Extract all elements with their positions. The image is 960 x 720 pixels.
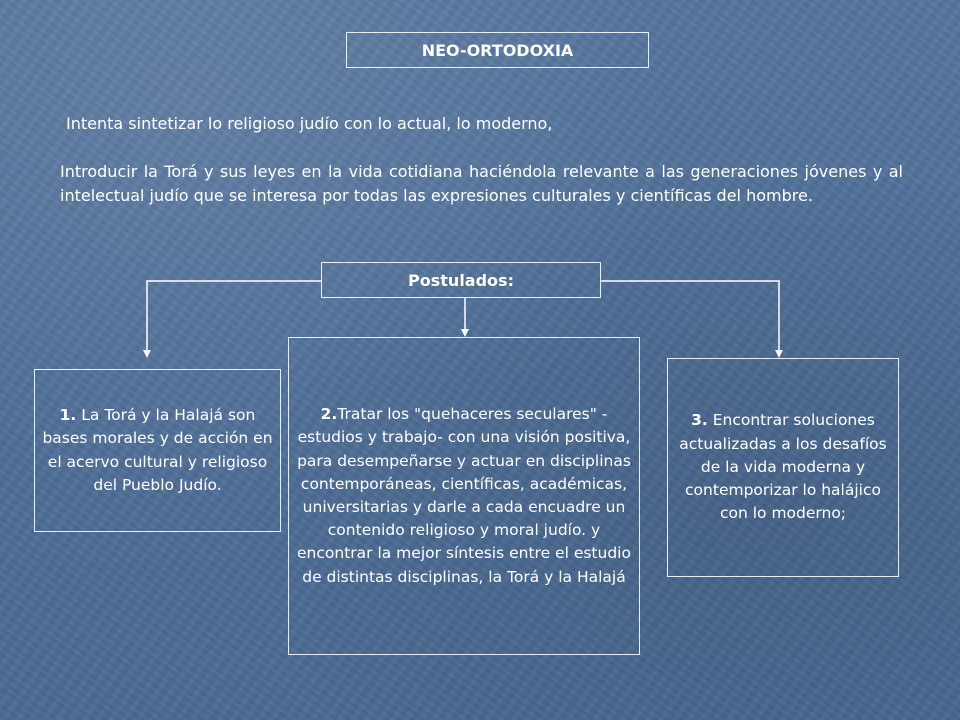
postulado-card-1-content	[41, 404, 274, 497]
postulado-number-2: 2.	[320, 405, 338, 424]
postulado-number-1: 1.	[59, 406, 77, 425]
postulado-text-1: La Torá y la Halajá son bases morales y de acción en el acervo cultural y religioso del Pueblo Judío.	[42, 406, 273, 494]
postulado-text-2: Tratar los "quehaceres seculares" -estudios y trabajo- con una visión positiva, para desempeñarse y actuar en disciplinas contemporáneas, científicas, académicas, universitarias y darle a cada encuadre un contenido religioso y moral judío. y encontrar la mejor síntesis entre el estudio de distintas disciplinas, la Torá y la Halajá	[297, 405, 631, 586]
intro-line-1: Intenta sintetizar lo religioso judío con lo actual, lo moderno,	[66, 114, 553, 133]
postulados-label: Postulados:	[408, 271, 514, 290]
postulado-card-3-content	[674, 409, 892, 525]
postulado-card-2-content	[295, 403, 633, 589]
postulados-box	[321, 262, 601, 298]
title-box	[346, 32, 649, 68]
intro-paragraph-2: Introducir la Torá y sus leyes en la vida cotidiana haciéndola relevante a las generaciones jóvenes y al intelectual judío que se interesa por todas las expresiones culturales y científicas del hombre.	[60, 162, 903, 205]
postulado-card-1	[34, 369, 281, 532]
postulado-card-3	[667, 358, 899, 577]
postulado-text-3: Encontrar soluciones actualizadas a los desafíos de la vida moderna y contemporizar lo halájico con lo moderno;	[679, 411, 887, 523]
postulado-number-3: 3.	[691, 411, 708, 430]
postulado-card-2	[288, 337, 640, 655]
page-title: NEO-ORTODOXIA	[421, 41, 574, 60]
